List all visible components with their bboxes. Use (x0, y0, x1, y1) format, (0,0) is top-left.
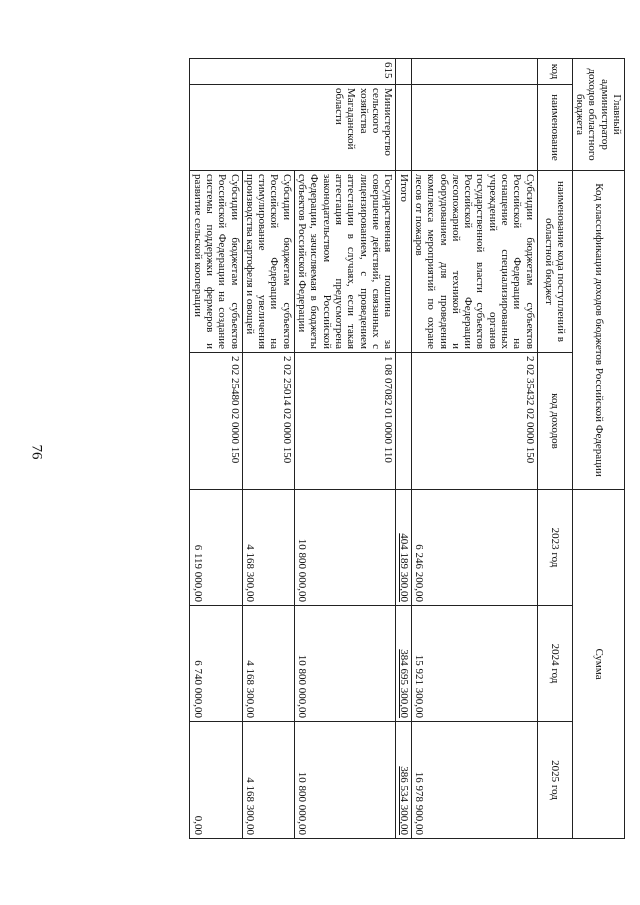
receipt-name-cell: Государственная пошлина за совершение действий, связанных с лицензированием, с проведением аттестации в случаях, если такая аттестация предусмотрена законодательством Российской Федерации, зачисляемая в бюджеты субъектов Российской Федерации (294, 171, 396, 353)
admin-code-cell (411, 59, 537, 85)
admin-group-header: Главный администратор доходов областного бюджета (572, 59, 624, 171)
year-2024-header: 2024 год (537, 606, 572, 722)
name-header: наименование (537, 85, 572, 171)
table-row (294, 59, 396, 839)
receipt-name-cell: Субсидии бюджетам субъектов Российской Федерации на оснащение специализированных учреждений органов государственной власти субъектов Российской Федерации лесопожарной техникой и оборудованием для проведения комплекса мероприятий по охране лесов от пожаров (411, 171, 537, 353)
receipt-name-cell: Субсидии бюджетам субъектов Российской Федерации на создание системы поддержки фермеров и развитие сельской кооперации (190, 171, 242, 353)
total-row (396, 59, 411, 839)
revenue-table (189, 58, 625, 839)
revenue-code-cell: 1 08 07082 01 0000 110 (294, 353, 396, 490)
amount-2023-cell: 4 168 300,00 (242, 490, 294, 606)
total-label: Итого (396, 171, 411, 353)
table-row (411, 59, 537, 839)
sum-group-header: Сумма (572, 490, 624, 839)
year-2025-header: 2025 год (537, 722, 572, 839)
rotated-table-container (77, 58, 625, 838)
revenue-code-header: код доходов (537, 353, 572, 490)
revenue-code-cell: 2 02 35432 02 0000 150 (411, 353, 537, 490)
amount-2025-cell: 16 978 900,00 (411, 722, 537, 839)
amount-2023-cell: 6 119 000,00 (190, 490, 242, 606)
amount-2023-cell: 10 800 000,00 (294, 490, 396, 606)
amount-2025-cell: 0,00 (190, 722, 242, 839)
amount-2025-cell: 4 168 300,00 (242, 722, 294, 839)
admin-name-cell: Министерство сельского хозяйства Магаданской области (190, 85, 396, 171)
admin-code-cell: 615 (190, 59, 396, 85)
receipt-name-cell: Субсидии бюджетам субъектов Российской Федерации на стимулирование увеличения производства картофеля и овощей (242, 171, 294, 353)
page-number: 76 (28, 444, 45, 460)
receipt-name-header: наименование кода поступлений в областной бюджет (537, 171, 572, 353)
revenue-code-cell: 2 02 25480 02 0000 150 (190, 353, 242, 490)
amount-2024-cell: 4 168 300,00 (242, 606, 294, 722)
amount-2024-cell: 6 740 000,00 (190, 606, 242, 722)
amount-2024-cell: 10 800 000,00 (294, 606, 396, 722)
amount-2025-cell: 10 800 000,00 (294, 722, 396, 839)
admin-name-cell (411, 85, 537, 171)
revenue-code-cell: 2 02 25014 02 0000 150 (242, 353, 294, 490)
amount-2023-cell: 6 246 200,00 (411, 490, 537, 606)
total-2023-cell: 404 189 300,00 (396, 490, 411, 606)
total-2025-cell: 386 534 300,00 (396, 722, 411, 839)
table-row (242, 59, 294, 839)
amount-2024-cell: 15 921 300,00 (411, 606, 537, 722)
year-2023-header: 2023 год (537, 490, 572, 606)
total-2024-cell: 384 695 300,00 (396, 606, 411, 722)
classification-group-header: Код классификации доходов бюджетов Российской Федерации (572, 171, 624, 490)
code-header: код (537, 59, 572, 85)
table-row (190, 59, 242, 839)
